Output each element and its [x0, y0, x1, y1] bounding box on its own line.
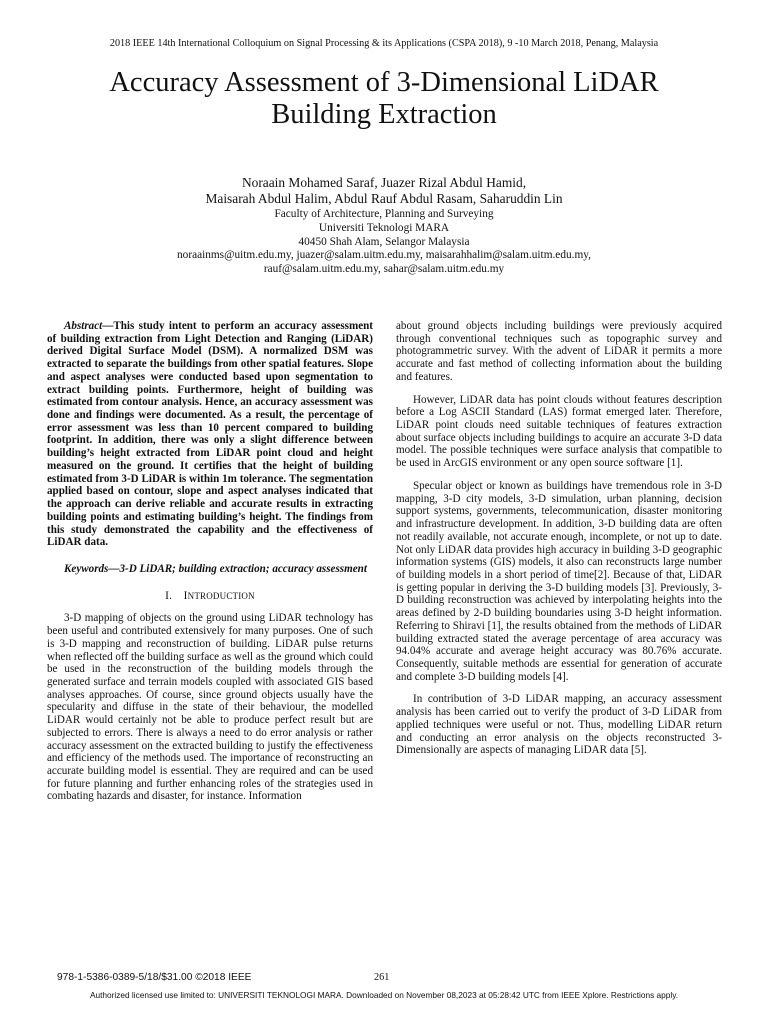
- keywords-text: —3-D LiDAR; building extraction; accuracy assessment: [108, 562, 367, 575]
- body-paragraph: about ground objects including buildings were previously acquired through conventional techniques such as topographic survey and photogrammetric survey. With the advent of LiDAR it permits a more accurate and fast method of collecting information about the building and features.: [396, 320, 722, 383]
- author-line: Maisarah Abdul Halim, Abdul Rauf Abdul Rasam, Saharuddin Lin: [205, 191, 563, 206]
- body-paragraph: In contribution of 3-D LiDAR mapping, an accuracy assessment analysis has been carried out to verify the product of 3-D LiDAR from applied techniques were useful or not. Thus, modelling LiDAR return and conducting an error analysis on the objects reconstructed 3-Dimensionally are aspects of managing LiDAR data [5].: [396, 693, 722, 757]
- abstract-label: Abstract: [64, 320, 103, 332]
- email-line: noraainms@uitm.edu.my, juazer@salam.uitm.edu.my, maisarahhalim@salam.uitm.edu.my,: [177, 249, 591, 262]
- section-numeral: I.: [165, 589, 173, 602]
- affiliation-block: [40, 208, 728, 277]
- conference-header: 2018 IEEE 14th International Colloquium on Signal Processing & its Applications (CSPA 2018), 9 -10 March 2018, Penang, Malaysia: [109, 38, 659, 49]
- left-column: [47, 320, 373, 803]
- title-line: Accuracy Assessment of 3-Dimensional LiDAR: [109, 67, 659, 98]
- title-line: Building Extraction: [271, 99, 497, 130]
- body-paragraph: 3-D mapping of objects on the ground using LiDAR technology has been useful and contributed extensively for many purposes. One of such is 3-D mapping and reconstruction of building. LiDAR pulse returns when reflected off the building surface as well as the ground which could be used in the reconstruction of the building models through the generated surface and terrain models coupled with associated GIS based analyses approaches. Of course, since ground objects usually have the specularity and diffuse in the state of their behaviour, the modelled LiDAR would certainly not be able to produce perfect result but are subjected to errors. There is always a need to do error analysis or rather accuracy assessment on the extracted building to justify the effectiveness and efficiency of the methods used. The importance of reconstructing an accurate building model is essential. They are required and can be used for future planning and further enhancing roles of the strategies used in combating hazards and disaster, for instance. Information: [47, 612, 373, 803]
- keywords-label: Keywords: [64, 562, 109, 575]
- footer-isbn: 978-1-5386-0389-5/18/$31.00 ©2018 IEEE: [57, 972, 252, 983]
- section-title-initial: I: [183, 589, 188, 602]
- section-title-rest: NTRODUCTION: [187, 590, 255, 601]
- license-notice: Authorized licensed use limited to: UNIVERSITI TEKNOLOGI MARA. Downloaded on November 08,2023 at 05:28:42 UTC from IEEE Xplore. Restrictions apply.: [89, 990, 679, 1000]
- page-number: 261: [374, 972, 390, 983]
- paper-title: [40, 67, 728, 131]
- abstract: [47, 320, 373, 549]
- affiliation-line: 40450 Shah Alam, Selangor Malaysia: [298, 235, 470, 248]
- right-column: [396, 320, 722, 757]
- affiliation-line: Universiti Teknologi MARA: [318, 221, 450, 234]
- email-line: rauf@salam.uitm.edu.my, sahar@salam.uitm.edu.my: [263, 263, 505, 276]
- section-heading: [47, 590, 373, 603]
- abstract-text: —This study intent to perform an accuracy assessment of building extraction from Light Detection and Ranging (LiDAR) derived Digital Surface Model (DSM). A normalized DSM was extracted to separate the buildings from other spatial features. Slope and aspect analyses were conducted based upon segmentation to extract building points. Furthermore, height of building was estimated from contour analysis. Hence, an accuracy assessment was done and findings were documented. As a result, the percentage of error assessment was less than 10 percent compared to building footprint. In addition, there was only a slight difference between building’s height extracted from LiDAR point cloud and height measured on the ground. It certifies that the height of building estimated from 3-D LiDAR is within 1m tolerance. The segmentation applied based on contour, slope and aspect analyses indicated that the approach can derive reliable and accurate results in extracting building points and estimating building’s height. The findings from this study demonstrated the capability and the effectiveness of LiDAR data.: [47, 320, 373, 549]
- affiliation-line: Faculty of Architecture, Planning and Surveying: [274, 208, 494, 220]
- author-list: [40, 175, 728, 207]
- author-line: Noraain Mohamed Saraf, Juazer Rizal Abdul Hamid,: [241, 175, 527, 190]
- body-paragraph: Specular object or known as buildings have tremendous role in 3-D mapping, 3-D city models, 3-D simulation, urban planning, decision support systems, governments, telecommunication, disaster monitoring and infrastructure development. In addition, 3-D building data are often not readily available, not accurate enough, incomplete, or not up to date. Not only LiDAR data provides high accuracy in building 3-D geographic information systems (GIS) models, it also can reconstructs large number of building models in a short period of time[2]. Because of that, LiDAR is getting popular in deriving the 3-D building models [3]. Previously, 3-D building reconstruction was achieved by interpolating heights into the areas defined by 2-D building boundaries using 3-D height information. Referring to Shiravi [1], the results obtained from the methods of LiDAR building extracted stated the average percentage of area accuracy was 94.04% accurate and average height accuracy was 80.76% accurate. Consequently, suitable methods are essential for generation of accurate and complete 3-D building models [4].: [396, 479, 722, 683]
- body-paragraph: However, LiDAR data has point clouds without features description before a Log ASCII Standard (LAS) format emerged later. Therefore, LiDAR point clouds need suitable techniques of features extraction about surface objects including buildings to acquire an accurate 3-D data model. The possible techniques were surface analysis that compatible to be used in ArcGIS environment or any open source software [1].: [396, 393, 722, 470]
- keywords: [47, 563, 373, 576]
